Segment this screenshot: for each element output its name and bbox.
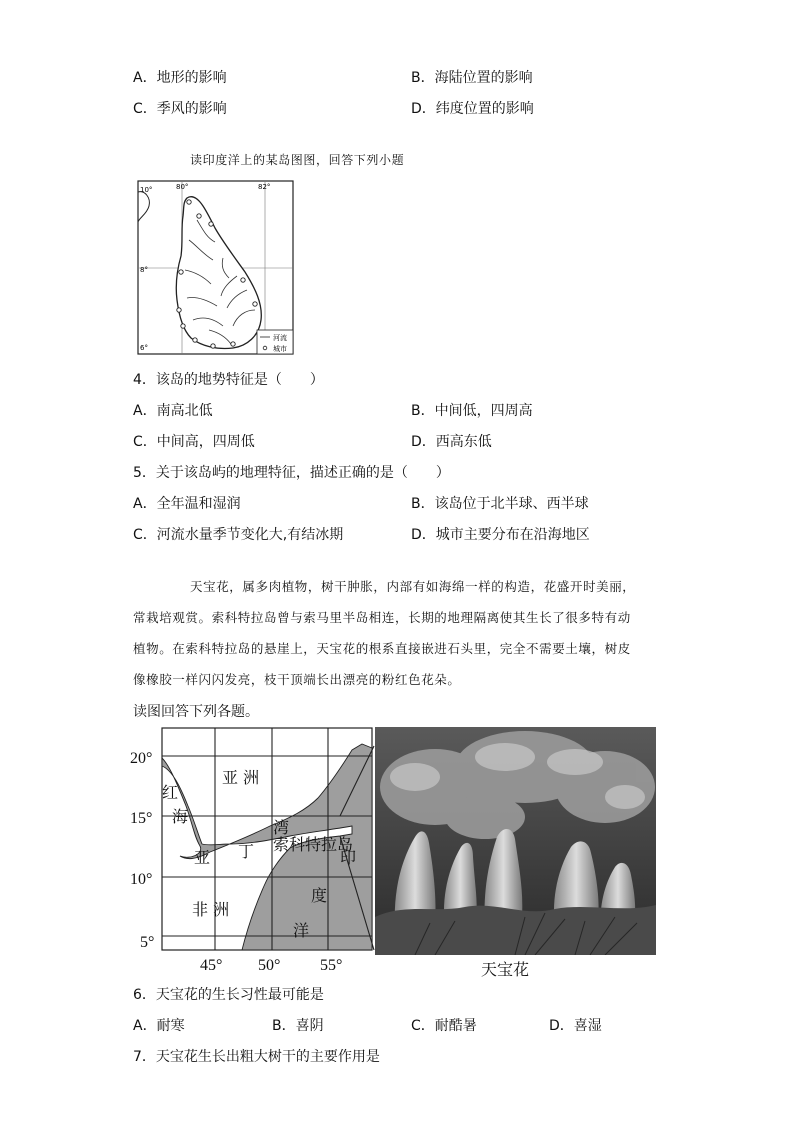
label-ding: 丁 [238, 842, 255, 861]
desert-rose-image [375, 727, 656, 955]
lat-label-15: 15° [130, 810, 153, 827]
q4-option-b: B．中间低，四周高 [411, 403, 533, 419]
q7-stem: 7．天宝花生长出粗大树干的主要作用是 [133, 1049, 380, 1065]
label-ya: 亚 [194, 848, 211, 867]
lon-label-45: 45° [200, 957, 223, 974]
q3-option-c: C．季风的影响 [133, 101, 227, 117]
label-yin: 印 [340, 848, 357, 867]
q5-option-d: D．城市主要分布在沿海地区 [411, 527, 590, 543]
label-du: 度 [311, 886, 328, 905]
label-africa: 非 洲 [192, 900, 230, 919]
label-red: 红 [162, 783, 179, 802]
label-wan: 湾 [273, 818, 290, 837]
q4-option-a: A．南高北低 [133, 403, 213, 419]
lat-label-8: 8° [140, 266, 148, 274]
q3-option-b: B．海陆位置的影响 [411, 70, 533, 86]
passage-line-3: 植物。在索科特拉岛的悬崖上，天宝花的根系直接嵌进石头里，完全不需要土壤，树皮 [133, 641, 631, 656]
island-intro: 读印度洋上的某岛图图，回答下列小题 [190, 153, 405, 167]
q4-option-d: D．西高东低 [411, 434, 492, 450]
passage-line-2: 常栽培观赏。索科特拉岛曾与索马里半岛相连，长期的地理隔离使其生长了很多特有动 [133, 610, 631, 625]
lon-label-50: 50° [258, 957, 281, 974]
passage-line-4: 像橡胶一样闪闪发亮，枝干顶端长出漂亮的粉红色花朵。 [133, 672, 461, 687]
label-asia: 亚 洲 [222, 768, 260, 787]
region-map [130, 726, 376, 976]
island-map [137, 180, 294, 355]
q6-option-b: B．喜阴 [272, 1018, 324, 1034]
q6-option-d: D．喜湿 [549, 1018, 602, 1034]
q3-option-a: A．地形的影响 [133, 70, 227, 86]
label-socotra: 索科特拉岛 [273, 835, 354, 854]
legend-river: 河流 [273, 334, 287, 342]
label-yang: 洋 [293, 921, 310, 940]
q5-stem: 5．关于该岛屿的地理特征，描述正确的是（ ） [133, 465, 450, 481]
lat-label-20: 20° [130, 750, 153, 767]
q5-option-c: C．河流水量季节变化大,有结冰期 [133, 527, 344, 543]
lon-label-55: 55° [320, 957, 343, 974]
q6-option-a: A．耐寒 [133, 1018, 185, 1034]
passage-line-1: 天宝花，属多肉植物，树干肿胀，内部有如海绵一样的构造，花盛开时美丽， [190, 579, 636, 594]
lon-label-82: 82° [258, 183, 271, 191]
read-prompt: 读图回答下列各题。 [133, 704, 259, 720]
label-sea: 海 [172, 807, 189, 826]
legend-city: 城市 [273, 345, 287, 353]
q6-stem: 6．天宝花的生长习性最可能是 [133, 987, 324, 1003]
q5-option-a: A．全年温和湿润 [133, 496, 241, 512]
q5-option-b: B．该岛位于北半球、西半球 [411, 496, 589, 512]
lat-label-10: 10° [140, 186, 153, 194]
q4-stem: 4．该岛的地势特征是（ ） [133, 372, 324, 388]
lat-label-6: 6° [140, 344, 148, 352]
desert-rose-photo [375, 727, 656, 955]
photo-caption: 天宝花 [481, 960, 530, 979]
q6-option-c: C．耐酷暑 [411, 1018, 477, 1034]
lon-label-80: 80° [176, 183, 189, 191]
lat-label-5: 5° [140, 934, 155, 951]
q4-option-c: C．中间高，四周低 [133, 434, 255, 450]
q3-option-d: D．纬度位置的影响 [411, 101, 534, 117]
lat-label-10: 10° [130, 871, 153, 888]
